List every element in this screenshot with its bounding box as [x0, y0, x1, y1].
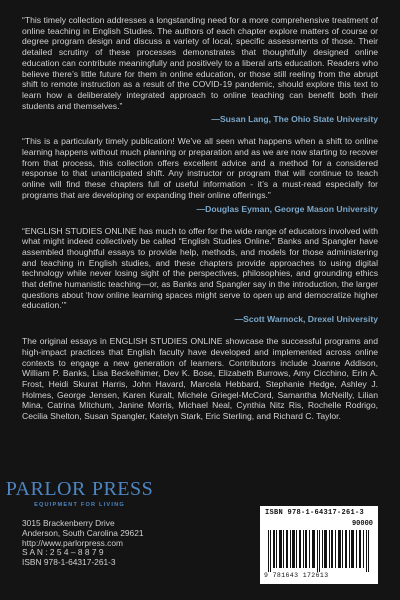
book-description: The original essays in ENGLISH STUDIES ONLINE showcase the successful programs and high-impact practices that English faculty have developed and implemented across online contexts to engage a new generation of learners. Contributors include Joanne Addison, William P. Banks, Lisa Beckelhimer, Dev K. Bose, Elizabeth Burrows, Amy Cicchino, Erin A. Frost, Heidi Skurat Harris, John Havard, Marcela Hebbard, Stephanie Hedge, Ashley J. Holmes, George Jensen, Karen Kuralt, Michele Griegel-McCord, Samantha McNeilly, Lilian Mina, Catrina Mitchum, Janine Morris, Michael Neal, Cynthia Nitz Ris, Rochelle Rodrigo, Cecilia Shelton, Susan Spangler, Katelyn Stark, Eric Sterling, and Richard C. Taylor. — [22, 336, 378, 422]
publisher-address — [22, 519, 144, 568]
logo-word-left: PARLOR — [5, 478, 86, 500]
barcode-bars-icon — [268, 530, 370, 572]
logo-word-right: PRESS — [91, 478, 154, 500]
barcode-digits: 9 781643 172613 — [264, 572, 329, 579]
publisher-san: S A N : 2 5 4 – 8 8 7 9 — [22, 547, 104, 558]
address-street: 3015 Brackenberry Drive — [22, 518, 115, 528]
blurb-quote-3: “ENGLISH STUDIES ONLINE has much to offer for the wide range of educators involved with what might indeed collectively be called “English Studies Online.” Banks and Spangler have assembled thoughtful essays to provide help, methods, and models for those administering and teaching in English studies, and these chapters provide approaches to using digital technology while never losing sight of the perspectives, philosophies, and grounding ethics that define humanistic teaching—or, as Banks and Spangler say in the introduction, the larger questions about ‘how online learning spaces might serve to open up and democratize higher education.’” — [22, 225, 378, 311]
barcode-price-code: 90000 — [351, 520, 373, 528]
blurb-attribution-2: —Douglas Eyman, George Mason University — [196, 203, 378, 214]
publisher-url: http://www.parlorpress.com — [22, 537, 123, 548]
address-city: Anderson, South Carolina 29621 — [22, 527, 144, 538]
blurb-attribution-1: —Susan Lang, The Ohio State University — [211, 114, 378, 125]
blurb-attribution-3: —Scott Warnock, Drexel University — [234, 314, 378, 325]
back-cover-content — [22, 15, 378, 422]
parlor-press-logo — [5, 478, 154, 508]
isbn-barcode — [260, 506, 378, 584]
blurb-quote-1: “This timely collection addresses a longstanding need for a more comprehensive treatment of online teaching in English Studies. The authors of each chapter explore matters of course or degree program design and discuss a variety of local, specific assessments of those. Their detailed scrutiny of these processes demonstrates that thoughtfully designed online education can contribute meaningfully and positively to a liberal arts education. Readers who believe there’s little future for them in online education, or those still reeling from the abrupt shift to remote instruction as a result of the COVID-19 pandemic, should explore this text to learn how a deliberately integrated approach to online teaching can benefit both their students and themselves.” — [22, 15, 378, 111]
logo-tagline: EQUIPMENT FOR LIVING — [34, 502, 125, 508]
publisher-isbn: ISBN 978-1-64317-261-3 — [22, 557, 116, 568]
barcode-isbn-label: ISBN 978-1-64317-261-3 — [265, 509, 365, 517]
blurb-quote-2: “This is a particularly timely publication! We’ve all seen what happens when a shift to online learning happens without much planning or preparation and as we are now starting to recover from that process, this collection offers excellent advice and a method for a considered response to that unanticipated shift. Any instructor or program that will continue to teach online will find these chapters full of useful information - it’s a must-read especially for programs that are developing or expanding their online offerings.” — [22, 136, 378, 200]
